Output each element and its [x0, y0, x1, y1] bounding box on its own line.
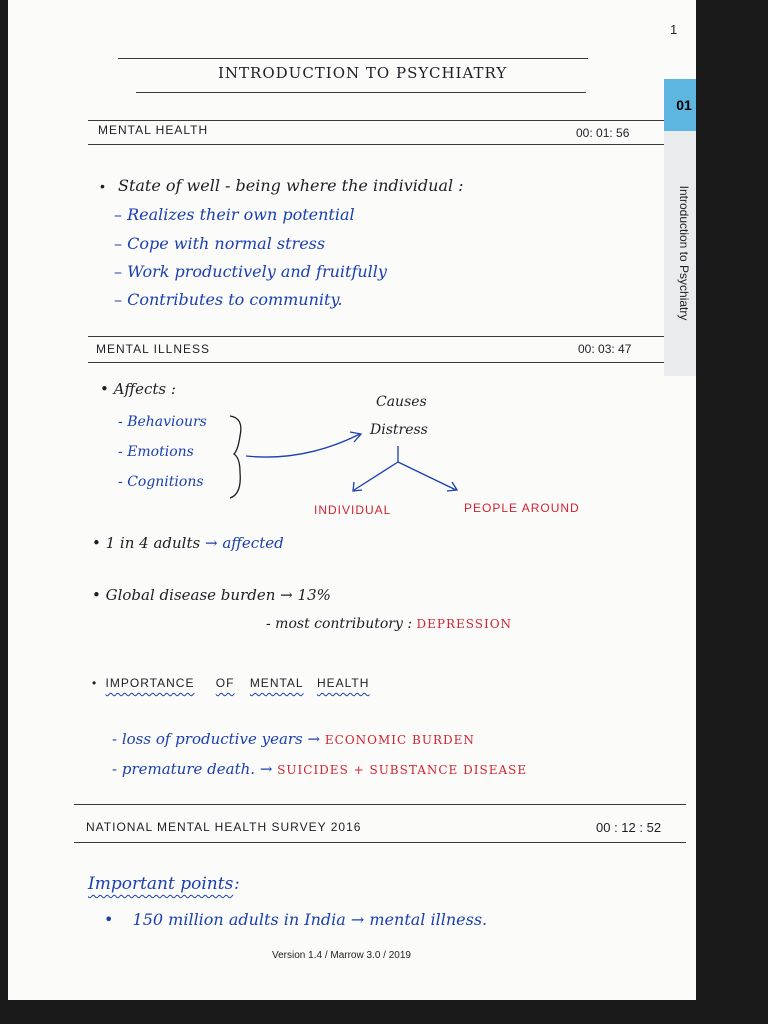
footer-version: Version 1.4 / Marrow 3.0 / 2019 — [272, 950, 411, 961]
affect-item-2: - Emotions — [118, 444, 194, 460]
stat1-text: • 1 in 4 adults → affected — [92, 534, 284, 552]
mental-health-item-3: – Work productively and fruitfully — [114, 262, 387, 281]
importance-heading: • IMPORTANCE OF MENTAL HEALTH — [92, 676, 370, 690]
brace-icon — [230, 416, 241, 498]
survey-point-1: • 150 million adults in India → mental illness. — [104, 910, 488, 929]
importance-item-1: - loss of productive years → ECONOMIC BURDEN — [112, 730, 475, 748]
chapter-title-vertical: Introduction to Psychiatry — [677, 185, 691, 321]
mental-health-item-1: – Realizes their own potential — [114, 205, 355, 224]
section-time-mental-illness: 00: 03: 47 — [578, 342, 632, 356]
section-heading-survey: NATIONAL MENTAL HEALTH SURVEY 2016 — [86, 820, 362, 834]
affects-label: • Affects : — [100, 380, 176, 398]
bullet: • — [100, 178, 105, 194]
causes-label: Causes — [376, 394, 427, 410]
page-number: 1 — [670, 22, 678, 37]
diagram-strokes — [8, 0, 696, 1000]
section-rule — [74, 842, 686, 843]
arrow-right-icon — [246, 432, 361, 457]
stat2-sub: - most contributory : DEPRESSION — [266, 616, 513, 632]
affect-item-1: - Behaviours — [118, 414, 207, 430]
mental-health-intro: State of well - being where the individual : — [118, 176, 464, 195]
section-heading-mental-health: MENTAL HEALTH — [98, 123, 209, 137]
section-time-survey: 00 : 12 : 52 — [596, 820, 662, 835]
importance-item-2: - premature death. → SUICIDES + SUBSTANCE DISEASE — [112, 760, 528, 778]
notes-page — [8, 0, 696, 1000]
important-points-colon: : — [234, 874, 240, 894]
branch-arrow-icon — [353, 446, 457, 491]
mental-health-item-4: – Contributes to community. — [114, 290, 343, 309]
mental-health-item-2: – Cope with normal stress — [114, 234, 326, 253]
distress-label: Distress — [370, 422, 428, 438]
section-rule — [74, 804, 686, 805]
affect-item-3: - Cognitions — [118, 474, 204, 490]
chapter-number-tab: 01 — [664, 79, 696, 131]
main-title: INTRODUCTION TO PSYCHIATRY — [218, 64, 508, 82]
stat2-text: • Global disease burden → 13% — [92, 586, 331, 604]
section-time-mental-health: 00: 01: 56 — [576, 126, 630, 140]
branch-right-label: PEOPLE AROUND — [464, 501, 580, 515]
section-heading-mental-illness: MENTAL ILLNESS — [96, 342, 211, 356]
branch-left-label: INDIVIDUAL — [314, 503, 392, 517]
important-points-heading: Important points — [88, 874, 234, 894]
